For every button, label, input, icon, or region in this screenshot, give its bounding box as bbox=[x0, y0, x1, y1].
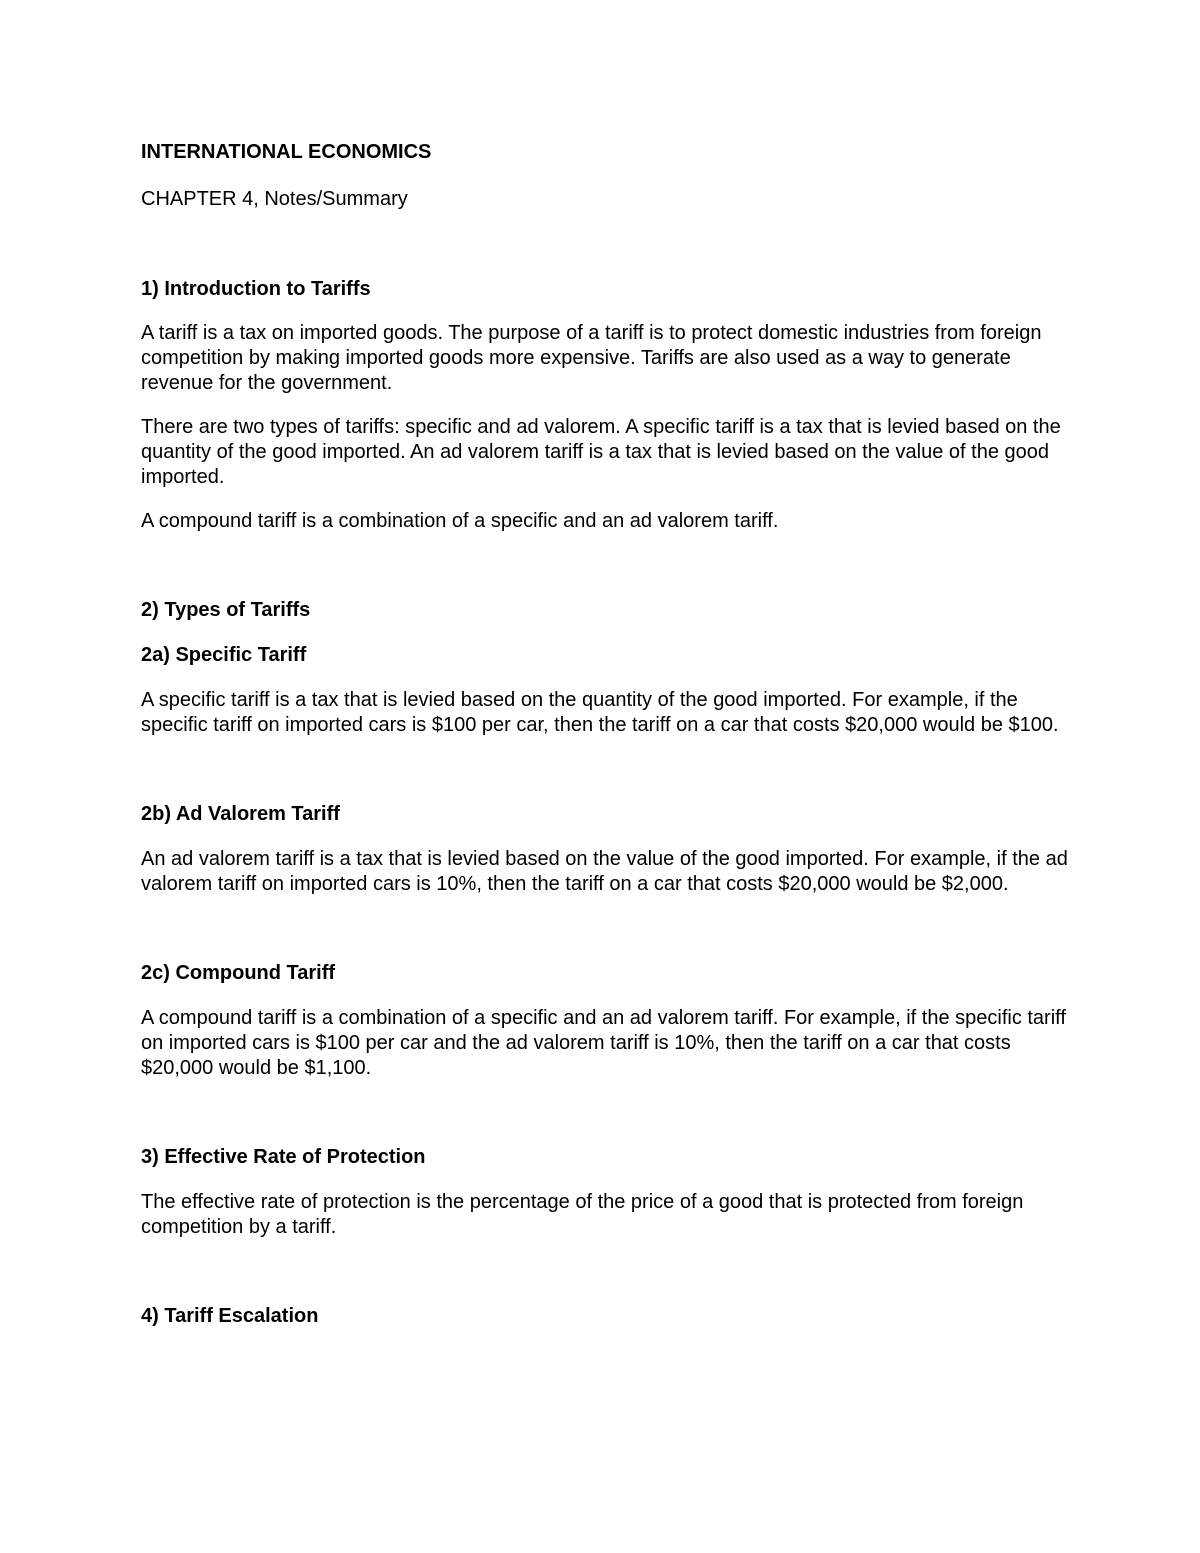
subsection-heading-ad-valorem: 2b) Ad Valorem Tariff bbox=[141, 803, 340, 825]
intro-paragraph-2: There are two types of tariffs: specific and ad valorem. A specific tariff is a tax that is levied based on the quantity of the good imported. An ad valorem tariff is a tax that is levied based on the value of the good imported. bbox=[141, 416, 1061, 488]
section-heading-types: 2) Types of Tariffs bbox=[141, 599, 311, 621]
compound-tariff-text: A compound tariff is a combination of a specific and an ad valorem tariff. For example, if the specific tariff on imported cars is $100 per car and the ad valorem tariff is 10%, then the tariff on a car that costs $20,000 would be $1,100. bbox=[141, 1007, 1066, 1079]
section-heading-escalation: 4) Tariff Escalation bbox=[141, 1305, 319, 1327]
subsection-heading-specific: 2a) Specific Tariff bbox=[141, 644, 307, 666]
erp-text: The effective rate of protection is the percentage of the price of a good that is protected from foreign competition by a tariff. bbox=[141, 1191, 1024, 1238]
subsection-heading-compound: 2c) Compound Tariff bbox=[141, 962, 336, 984]
document-subtitle: CHAPTER 4, Notes/Summary bbox=[141, 188, 408, 210]
section-heading-intro: 1) Introduction to Tariffs bbox=[141, 278, 371, 300]
specific-tariff-text: A specific tariff is a tax that is levied based on the quantity of the good imported. For example, if the specific tariff on imported cars is $100 per car, then the tariff on a car that costs $20,000 would be $100. bbox=[141, 689, 1059, 736]
intro-paragraph-3: A compound tariff is a combination of a specific and an ad valorem tariff. bbox=[141, 510, 779, 532]
document-body bbox=[141, 140, 1071, 1329]
ad-valorem-tariff-text: An ad valorem tariff is a tax that is levied based on the value of the good imported. For example, if the ad valorem tariff on imported cars is 10%, then the tariff on a car that costs $20,000 would be $2,000. bbox=[141, 848, 1068, 895]
document-title: INTERNATIONAL ECONOMICS bbox=[141, 141, 432, 163]
intro-paragraph-1: A tariff is a tax on imported goods. The purpose of a tariff is to protect domestic industries from foreign competition by making imported goods more expensive. Tariffs are also used as a way to generate revenue for the government. bbox=[141, 322, 1042, 394]
section-heading-erp: 3) Effective Rate of Protection bbox=[141, 1146, 426, 1168]
